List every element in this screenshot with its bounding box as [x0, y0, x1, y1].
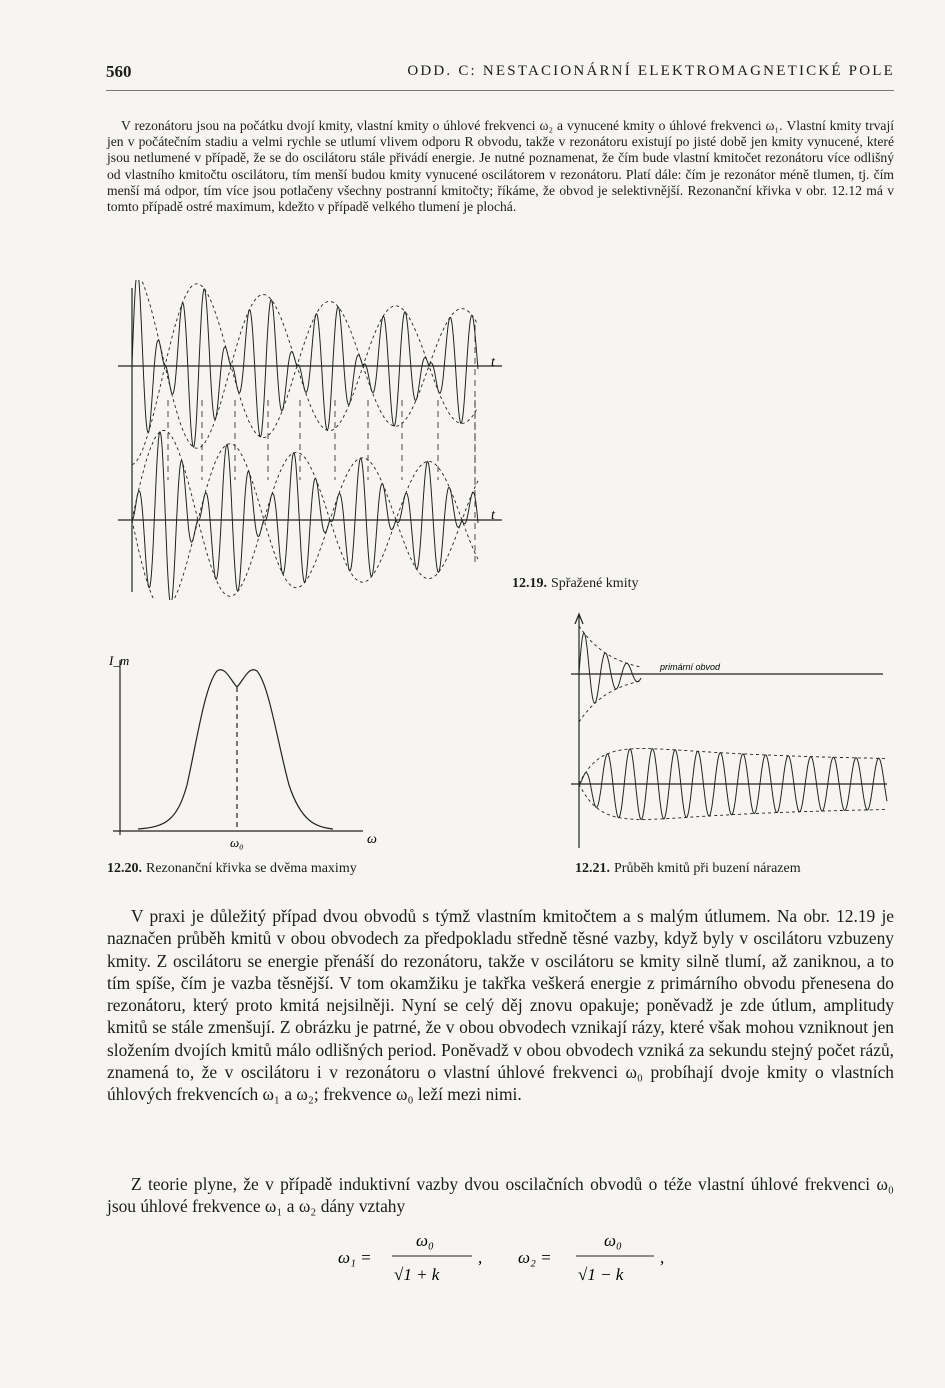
fig20-y-label: I_m — [109, 653, 130, 668]
fig21-secondary-envelope-lower — [579, 784, 887, 820]
fig19-t-label-bottom: t — [491, 508, 495, 523]
fig20-caption-text: Rezonanční křivka se dvěma maximy — [146, 861, 357, 876]
eq-sep-2: , — [660, 1248, 665, 1267]
fig19-top-envelope-upper — [132, 280, 478, 366]
eq-num-1: ω₀ — [416, 1231, 434, 1250]
page-number: 560 — [106, 62, 132, 81]
figure-12-20 — [105, 645, 390, 850]
fig21-number: 12.21. — [575, 861, 610, 876]
eq-lhs-1: ω₁ = — [338, 1248, 372, 1267]
equation-omega — [330, 1228, 690, 1288]
eq-den-2: √1 − k — [578, 1265, 624, 1284]
fig19-top-envelope-lower — [132, 366, 478, 464]
fig21-primary-envelope-lower — [579, 681, 641, 722]
fig20-x-label: ω — [367, 832, 377, 847]
body-paragraph-1: V praxi je důležitý případ dvou obvodů s týmž vlastním kmitočtem a s malým útlumem. Na obr. 12.19 je naznačen průběh kmitů v obou obvodech za předpokladu středně těsné vazby, když byly v oscilátoru vzbuzeny kmity. Z oscilátoru se energie přenáší do rezonátoru, takže v oscilátoru se kmity silně tlumí, až zaniknou, a to tím spíše, čím je vazba těsnější. V tom okamžiku je takřka veškerá energie z primárního obvodu přenesena do rezonátoru, který proto kmitá nejsilněji. Nyní se celý děj znovu opakuje; poněvadž je zde útlum, amplitudy kmitů se stále zmenšují. Z obrázku je patrné, že v obou obvodech vznikají rázy, které však mohou vzniknout jen složením dvojích kmitů málo odlišných period. Poněvadž v obou obvodech vzniká za sekundu stejný počet rázů, znamená to, že v oscilátoru i v rezonátoru o vlastní úhlové frekvenci ω₀ probíhají dvoje kmity o vlastních úhlových frekvencích ω₁ a ω₂; frekvence ω₀ leží mezi nimi. — [107, 906, 894, 1105]
eq-lhs-2: ω₂ = — [518, 1248, 552, 1267]
figure-12-21 — [565, 612, 895, 852]
intro-paragraph: V rezonátoru jsou na počátku dvojí kmity, vlastní kmity o úhlové frekvenci ω₂ a vynucené kmity o úhlové frekvenci ω₁. Vlastní kmity trvají jen v počátečním stadiu a velmi rychle se utlumí vlivem odporu R obvodu, takže v rezonátoru existují po jisté době jen kmity vynucené, které jsou netlumené v případě, že se do oscilátoru stále přivádí energie. Je nutné poznamenat, že čím bude vlastní kmitočet rezonátoru více odlišný od vlastního kmitočtu oscilátoru, tím menší budou kmity vynucené oscilátorem v rezonátoru. Platí dále: čím je rezonátor méně tlumen, tj. čím menší má odpor, tím více jsou potlačeny všechny postranní kmitočty; říkáme, že obvod je selektivnější. Rezonanční křivka v obr. 12.12 má v tomto případě ostré maximum, kdežto v případě velkého tlumení je plochá. — [107, 118, 894, 215]
fig19-t-label-top: t — [491, 355, 495, 370]
fig19-caption — [512, 576, 638, 592]
fig19-bottom-envelope-lower — [132, 520, 478, 600]
fig19-number: 12.19. — [512, 576, 547, 591]
fig20-caption — [107, 861, 357, 877]
fig20-resonance-curve — [138, 670, 333, 829]
eq-den-1: √1 + k — [394, 1265, 440, 1284]
fig20-omega0-label: ω₀ — [230, 835, 244, 850]
fig19-top-oscillation — [132, 280, 478, 447]
eq-num-2: ω₀ — [604, 1231, 622, 1250]
fig20-number: 12.20. — [107, 861, 142, 876]
fig21-caption — [575, 861, 801, 877]
fig21-caption-text: Průběh kmitů při buzení nárazem — [614, 861, 801, 876]
eq-sep-1: , — [478, 1248, 483, 1267]
running-head: ODD. C: NESTACIONÁRNÍ ELEKTROMAGNETICKÉ POLE — [407, 63, 895, 79]
fig21-primary-oscillation — [579, 633, 641, 703]
fig19-bottom-oscillation — [132, 432, 478, 600]
fig21-primary-label: primární obvod — [660, 662, 721, 672]
body-paragraph-2: Z teorie plyne, že v případě induktivní vazby dvou oscilačních obvodů o téže vlastní úhlové frekvenci ω₀ jsou úhlové frekvence ω₁ a ω₂ dány vztahy — [107, 1174, 894, 1217]
fig19-caption-text: Spřažené kmity — [551, 576, 639, 591]
figure-12-19 — [110, 280, 510, 600]
header-rule — [106, 90, 894, 91]
